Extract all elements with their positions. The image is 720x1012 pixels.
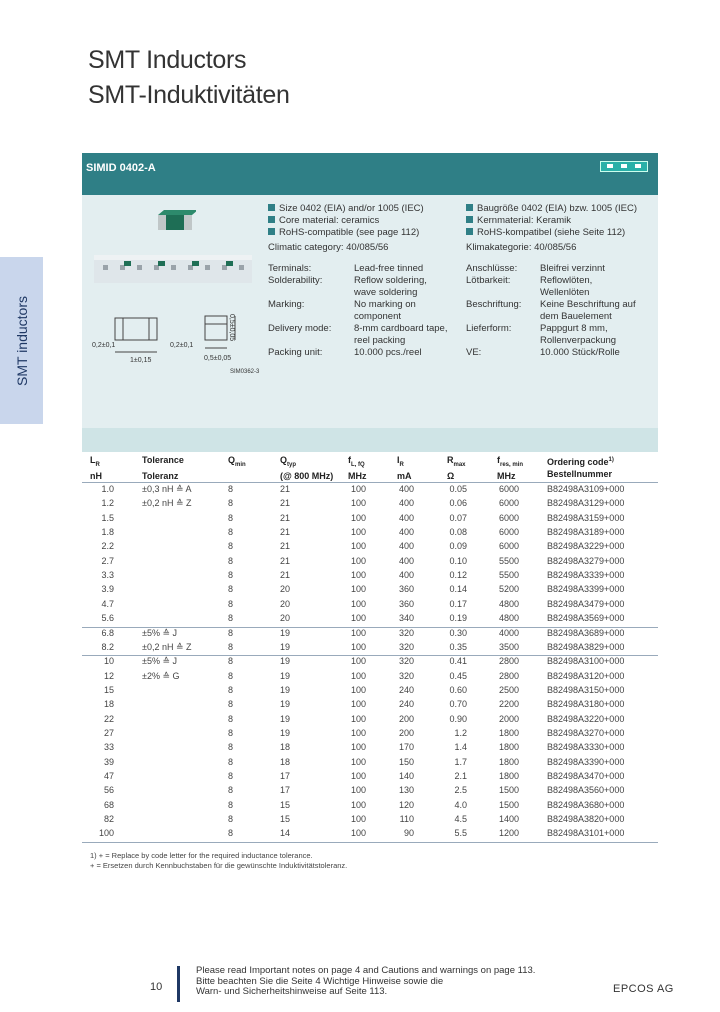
tolerance-cell: ±0,2 nH ≙ Z [142,641,192,652]
side-tab-label: SMT inductors [13,295,30,386]
table-cell: 8 [228,756,234,767]
table-cell: 240 [398,684,414,695]
table-cell: 90 [403,828,414,839]
table-cell: 8 [228,555,234,566]
table-cell: 3.9 [101,584,114,595]
table-cell: 6000 [498,541,519,552]
table-cell: 130 [398,785,414,796]
ordering-code: B82498A3479+000 [547,598,625,609]
table-cell: 0.05 [449,484,467,494]
spec-value: Pappgurt 8 mm, Rollenverpackung [540,323,617,347]
table-cell: 19 [279,656,290,667]
table-cell: 0.17 [449,598,467,609]
table-cell: 100 [350,814,366,825]
table-cell: 8 [228,670,234,681]
ordering-code: B82498A3820+000 [547,814,625,825]
table-header-band [82,428,658,452]
table-cell: 100 [350,613,366,624]
drawing-id: SIM0362-3 [230,369,260,375]
table-cell: 8 [228,613,234,624]
table-cell: 4000 [498,627,519,638]
table-cell: 100 [350,785,366,796]
table-cell: 0.45 [449,670,467,681]
table-cell: 17 [279,785,290,796]
table-cell: 8 [228,785,234,796]
tape-reel-image [94,249,254,289]
table-cell: 100 [350,527,366,538]
table-cell: 100 [350,713,366,724]
ordering-code: B82498A3689+000 [547,627,625,638]
table-cell: 56 [103,785,114,796]
table-cell: 4.5 [454,814,467,825]
table-cell: 0.12 [449,570,467,581]
table-cell: 5.6 [101,613,114,624]
table-cell: 360 [398,598,414,609]
table-cell: 68 [103,799,114,810]
product-header [82,153,658,195]
table-cell: 21 [279,498,290,509]
ordering-code: B82498A3180+000 [547,699,625,710]
table-cell: 20 [279,584,290,595]
table-cell: 8 [228,484,234,494]
table-cell: 19 [279,641,290,652]
ordering-code: B82498A3189+000 [547,527,625,538]
column-header: $f_{L, fQ}$ MHz [348,455,367,482]
table-cell: 340 [398,613,414,624]
table-cell: 400 [398,541,414,552]
table-cell: 0.06 [449,498,467,509]
table-cell: 8 [228,498,234,509]
table-cell: 21 [279,541,290,552]
table-cell: 1.8 [101,527,114,538]
feature-de: RoHS-kompatibel (siehe Seite 112) [466,227,637,239]
table-cell: 8 [228,627,234,638]
spec-key: Lötbarkeit: [466,275,511,286]
table-cell: 2.5 [454,785,467,796]
table-divider [82,655,658,656]
table-cell: 2.1 [454,771,467,781]
table-cell: 1800 [498,742,519,753]
square-bullet-icon [268,228,275,235]
table-cell: 1200 [498,828,519,839]
table-cell: 19 [279,727,290,738]
table-cell: 15 [279,814,290,825]
table-cell: 400 [398,512,414,523]
table-cell: 8 [228,828,234,839]
table-cell: 2200 [498,699,519,710]
table-cell: 4.7 [101,598,114,609]
table-cell: 2000 [498,713,519,724]
dim-e: 0,5±0,05 [228,314,235,342]
table-cell: 2.7 [101,555,114,566]
table-cell: 320 [398,641,414,652]
table-cell: 8 [228,713,234,724]
table-cell: 1800 [498,727,519,738]
table-cell: 1500 [498,785,519,796]
spec-key: VE: [466,347,482,358]
component-image [156,208,196,232]
ordering-code: B82498A3279+000 [547,555,625,566]
table-cell: 0.09 [449,541,467,552]
ordering-code: B82498A3120+000 [547,670,625,681]
table-cell: 100 [350,598,366,609]
table-cell: 12 [103,670,114,681]
feature-de: Baugröße 0402 (EIA) bzw. 1005 (IEC) [466,203,637,215]
table-cell: 0.14 [449,584,467,595]
table-cell: 8 [228,656,234,667]
notes-line: Warn- und Sicherheitshinweise auf Seite 113. [196,986,388,997]
table-cell: 1.7 [454,756,467,767]
table-divider [82,627,658,628]
table-cell: 400 [398,555,414,566]
table-cell: 15 [103,684,114,695]
table-cell: 18 [103,699,114,710]
table-cell: 0.90 [449,713,467,724]
dim-d: 0,5±0,05 [204,355,232,362]
table-cell: 21 [279,484,290,494]
table-cell: 8 [228,541,234,552]
spec-key: Solderability: [268,275,323,286]
footer-divider [177,966,180,1002]
table-cell: 100 [350,742,366,753]
table-cell: 110 [399,814,414,825]
table-cell: 100 [350,828,366,839]
footer-notes [196,966,535,998]
table-cell: 100 [350,684,366,695]
feature-de: Kernmaterial: Keramik [466,215,637,227]
table-cell: 8 [228,584,234,595]
table-cell: 19 [279,627,290,638]
table-cell: 3500 [498,641,519,652]
table-cell: 8 [228,814,234,825]
table-cell: 100 [98,828,114,839]
ordering-code: B82498A3680+000 [547,799,625,810]
table-cell: 0.30 [449,627,467,638]
simid-logo-icon [600,161,648,172]
table-cell: 1400 [498,814,519,825]
ordering-code: B82498A3829+000 [547,641,625,652]
table-cell: 0.19 [449,613,467,624]
ordering-code: B82498A3270+000 [547,727,625,738]
features-de [466,203,637,254]
table-cell: 27 [103,727,114,738]
spec-value: Lead-free tinned [354,263,424,274]
table-cell: 18 [279,756,290,767]
table-cell: 100 [350,498,366,509]
table-cell: 6.8 [101,627,114,638]
table-cell: 19 [279,713,290,724]
square-bullet-icon [268,204,275,211]
table-cell: 140 [398,771,414,781]
table-cell: 100 [350,555,366,566]
table-cell: 1.4 [454,742,467,753]
spec-value: 10.000 Stück/Rolle [540,347,620,358]
table-cell: 400 [398,498,414,509]
table-cell: 0.41 [449,656,467,667]
table-cell: 4800 [498,613,519,624]
table-cell: 5500 [498,555,519,566]
table-cell: 8 [228,512,234,523]
ordering-code: B82498A3220+000 [547,713,625,724]
table-cell: 8 [228,742,234,753]
table-cell: 6000 [498,498,519,509]
spec-value: 8-mm cardboard tape, reel packing [354,323,448,347]
page-title-de: SMT-Induktivitäten [88,81,290,109]
table-cell: 100 [350,771,366,781]
table-cell: 14 [279,828,290,839]
ordering-code: B82498A3390+000 [547,756,625,767]
table-cell: 21 [279,527,290,538]
table-cell: 8 [228,771,234,781]
table-cell: 0.35 [449,641,467,652]
ordering-code: B82498A3109+000 [547,484,625,494]
table-cell: 320 [398,627,414,638]
spec-value: 10.000 pcs./reel [354,347,422,358]
table-cell: 8 [228,799,234,810]
ordering-code: B82498A3100+000 [547,656,625,667]
column-header: $L_R$ nH [90,455,102,482]
ordering-code: B82498A3569+000 [547,613,625,624]
tolerance-cell: ±0,2 nH ≙ Z [142,498,192,509]
table-cell: 1.0 [101,484,114,494]
brand-name: EPCOS AG [613,983,674,995]
table-cell: 320 [398,670,414,681]
table-cell: 8 [228,641,234,652]
column-header: Ordering code$^{1)}$ Bestellnummer [547,457,614,479]
table-cell: 22 [103,713,114,724]
table-cell: 240 [398,699,414,710]
ordering-code: B82498A3560+000 [547,785,625,796]
feature-en: RoHS-compatible (see page 112) [268,227,424,239]
ordering-code: B82498A3339+000 [547,570,625,581]
table-cell: 1.5 [101,512,114,523]
table-cell: 33 [103,742,114,753]
feature-en: Core material: ceramics [268,215,424,227]
table-cell: 2800 [498,670,519,681]
table-cell: 2500 [498,684,519,695]
dim-b: 1±0,15 [130,357,152,364]
spec-value: Reflowlöten, Wellenlöten [540,275,593,299]
spec-key: Lieferform: [466,323,512,334]
column-header: $Q_{min}$ [228,455,246,468]
ordering-code: B82498A3399+000 [547,584,625,595]
table-divider [82,842,658,843]
table-cell: 21 [279,570,290,581]
tolerance-cell: ±2% ≙ G [142,670,180,681]
table-cell: 8 [228,684,234,695]
table-cell: 8 [228,598,234,609]
ordering-code: B82498A3101+000 [547,828,625,839]
table-cell: 400 [398,527,414,538]
table-cell: 360 [398,584,414,595]
side-tab[interactable] [0,257,43,424]
table-cell: 100 [350,584,366,595]
table-cell: 100 [350,541,366,552]
table-cell: 17 [279,771,290,781]
table-cell: 200 [398,713,414,724]
table-cell: 100 [350,484,366,494]
table-cell: 1.2 [454,727,467,738]
square-bullet-icon [466,204,473,211]
table-cell: 8 [228,699,234,710]
climatic-category-de: Klimakategorie: 40/085/56 [466,241,577,253]
table-cell: 120 [398,799,414,810]
table-cell: 10 [103,656,114,667]
ordering-code: B82498A3330+000 [547,742,625,753]
column-header: $I_R$ mA [397,455,412,482]
table-cell: 400 [398,484,414,494]
table-cell: 8 [228,527,234,538]
table-cell: 18 [279,742,290,753]
specs-en [268,263,464,363]
column-header: $R_{max}$ Ω [447,455,466,482]
tolerance-cell: ±0,3 nH ≙ A [142,484,192,494]
table-cell: 100 [350,727,366,738]
table-cell: 19 [279,670,290,681]
ordering-code: B82498A3229+000 [547,541,625,552]
table-cell: 21 [279,555,290,566]
table-cell: 2.2 [101,541,114,552]
square-bullet-icon [466,216,473,223]
table-cell: 1800 [498,771,519,781]
table-cell: 100 [350,570,366,581]
product-name: SIMID 0402-A [86,162,156,174]
table-cell: 5.5 [454,828,467,839]
table-cell: 1800 [498,756,519,767]
tolerance-cell: ±5% ≙ J [142,627,177,638]
spec-key: Packing unit: [268,347,323,358]
table-cell: 21 [279,512,290,523]
ordering-code: B82498A3159+000 [547,512,625,523]
notes-line: Bitte beachten Sie die Seite 4 Wichtige Hinweise sowie die [196,975,444,987]
square-bullet-icon [466,228,473,235]
column-header: $f_{res, min}$ MHz [497,455,524,482]
table-cell: 8 [228,727,234,738]
table-cell: 100 [350,799,366,810]
table-cell: 19 [279,699,290,710]
dim-c: 0,2±0,1 [170,342,194,349]
feature-en: Size 0402 (EIA) and/or 1005 (IEC) [268,203,424,215]
features-en [268,203,424,254]
ordering-code: B82498A3129+000 [547,498,625,509]
table-cell: 150 [398,756,414,767]
table-cell: 82 [103,814,114,825]
table-cell: 20 [279,613,290,624]
spec-value: No marking on component [354,299,416,323]
table-cell: 100 [350,656,366,667]
table-cell: 15 [279,799,290,810]
table-cell: 8 [228,570,234,581]
table-cell: 39 [103,756,114,767]
spec-value: Keine Beschriftung auf dem Bauelement [540,299,636,323]
table-cell: 47 [103,771,114,781]
spec-key: Beschriftung: [466,299,522,310]
table-cell: 5200 [498,584,519,595]
ordering-code: B82498A3470+000 [547,771,625,781]
climatic-category-en: Climatic category: 40/085/56 [268,241,389,253]
spec-key: Delivery mode: [268,323,332,334]
specs-de [466,263,658,363]
table-cell: 6000 [498,512,519,523]
table-cell: 4800 [498,598,519,609]
table-cell: 20 [279,598,290,609]
table-cell: 1500 [498,799,519,810]
notes-line[interactable]: Please read Important notes on page 4 and Cautions and warnings on page 113. [196,965,536,976]
table-cell: 0.08 [449,527,467,538]
spec-value: Bleifrei verzinnt [540,263,605,274]
table-cell: 0.70 [449,699,467,710]
ordering-code: B82498A3150+000 [547,684,625,695]
table-cell: 100 [350,670,366,681]
table-cell: 400 [398,570,414,581]
table-cell: 0.10 [449,555,467,566]
table-cell: 200 [398,727,414,738]
table-cell: 0.60 [449,684,467,695]
column-header: Tolerance Toleranz [142,455,184,482]
table-cell: 0.07 [449,512,467,523]
footnote-en: 1) + = Replace by code letter for the required inductance tolerance. [90,851,313,860]
spec-value: Reflow soldering, wave soldering [354,275,427,299]
table-cell: 6000 [498,527,519,538]
tolerance-cell: ±5% ≙ J [142,656,177,667]
page-number: 10 [150,981,163,993]
table-cell: 100 [350,699,366,710]
table-cell: 100 [350,641,366,652]
table-cell: 1.2 [101,498,114,509]
column-header: $Q_{typ}$ (@ 800 MHz) [280,455,334,482]
table-cell: 100 [350,512,366,523]
spec-key: Anschlüsse: [466,263,518,274]
table-cell: 170 [398,742,414,753]
square-bullet-icon [268,216,275,223]
table-cell: 2800 [498,656,519,667]
table-cell: 100 [350,756,366,767]
product-panel [82,153,658,443]
footnote-de: + = Ersetzen durch Kennbuchstaben für die gewünschte Induktivitätstoleranz. [90,861,348,870]
table-cell: 100 [350,627,366,638]
table-cell: 19 [279,684,290,695]
table-cell: 6000 [498,484,519,494]
page-title: SMT Inductors [88,46,247,74]
table-cell: 5500 [498,570,519,581]
table-cell: 4.0 [454,799,467,810]
spec-key: Terminals: [268,263,312,274]
table-cell: 320 [398,656,414,667]
table-cell: 3.3 [101,570,114,581]
dim-a: 0,2±0,1 [92,342,116,349]
table-cell: 8.2 [101,641,114,652]
spec-key: Marking: [268,299,305,310]
